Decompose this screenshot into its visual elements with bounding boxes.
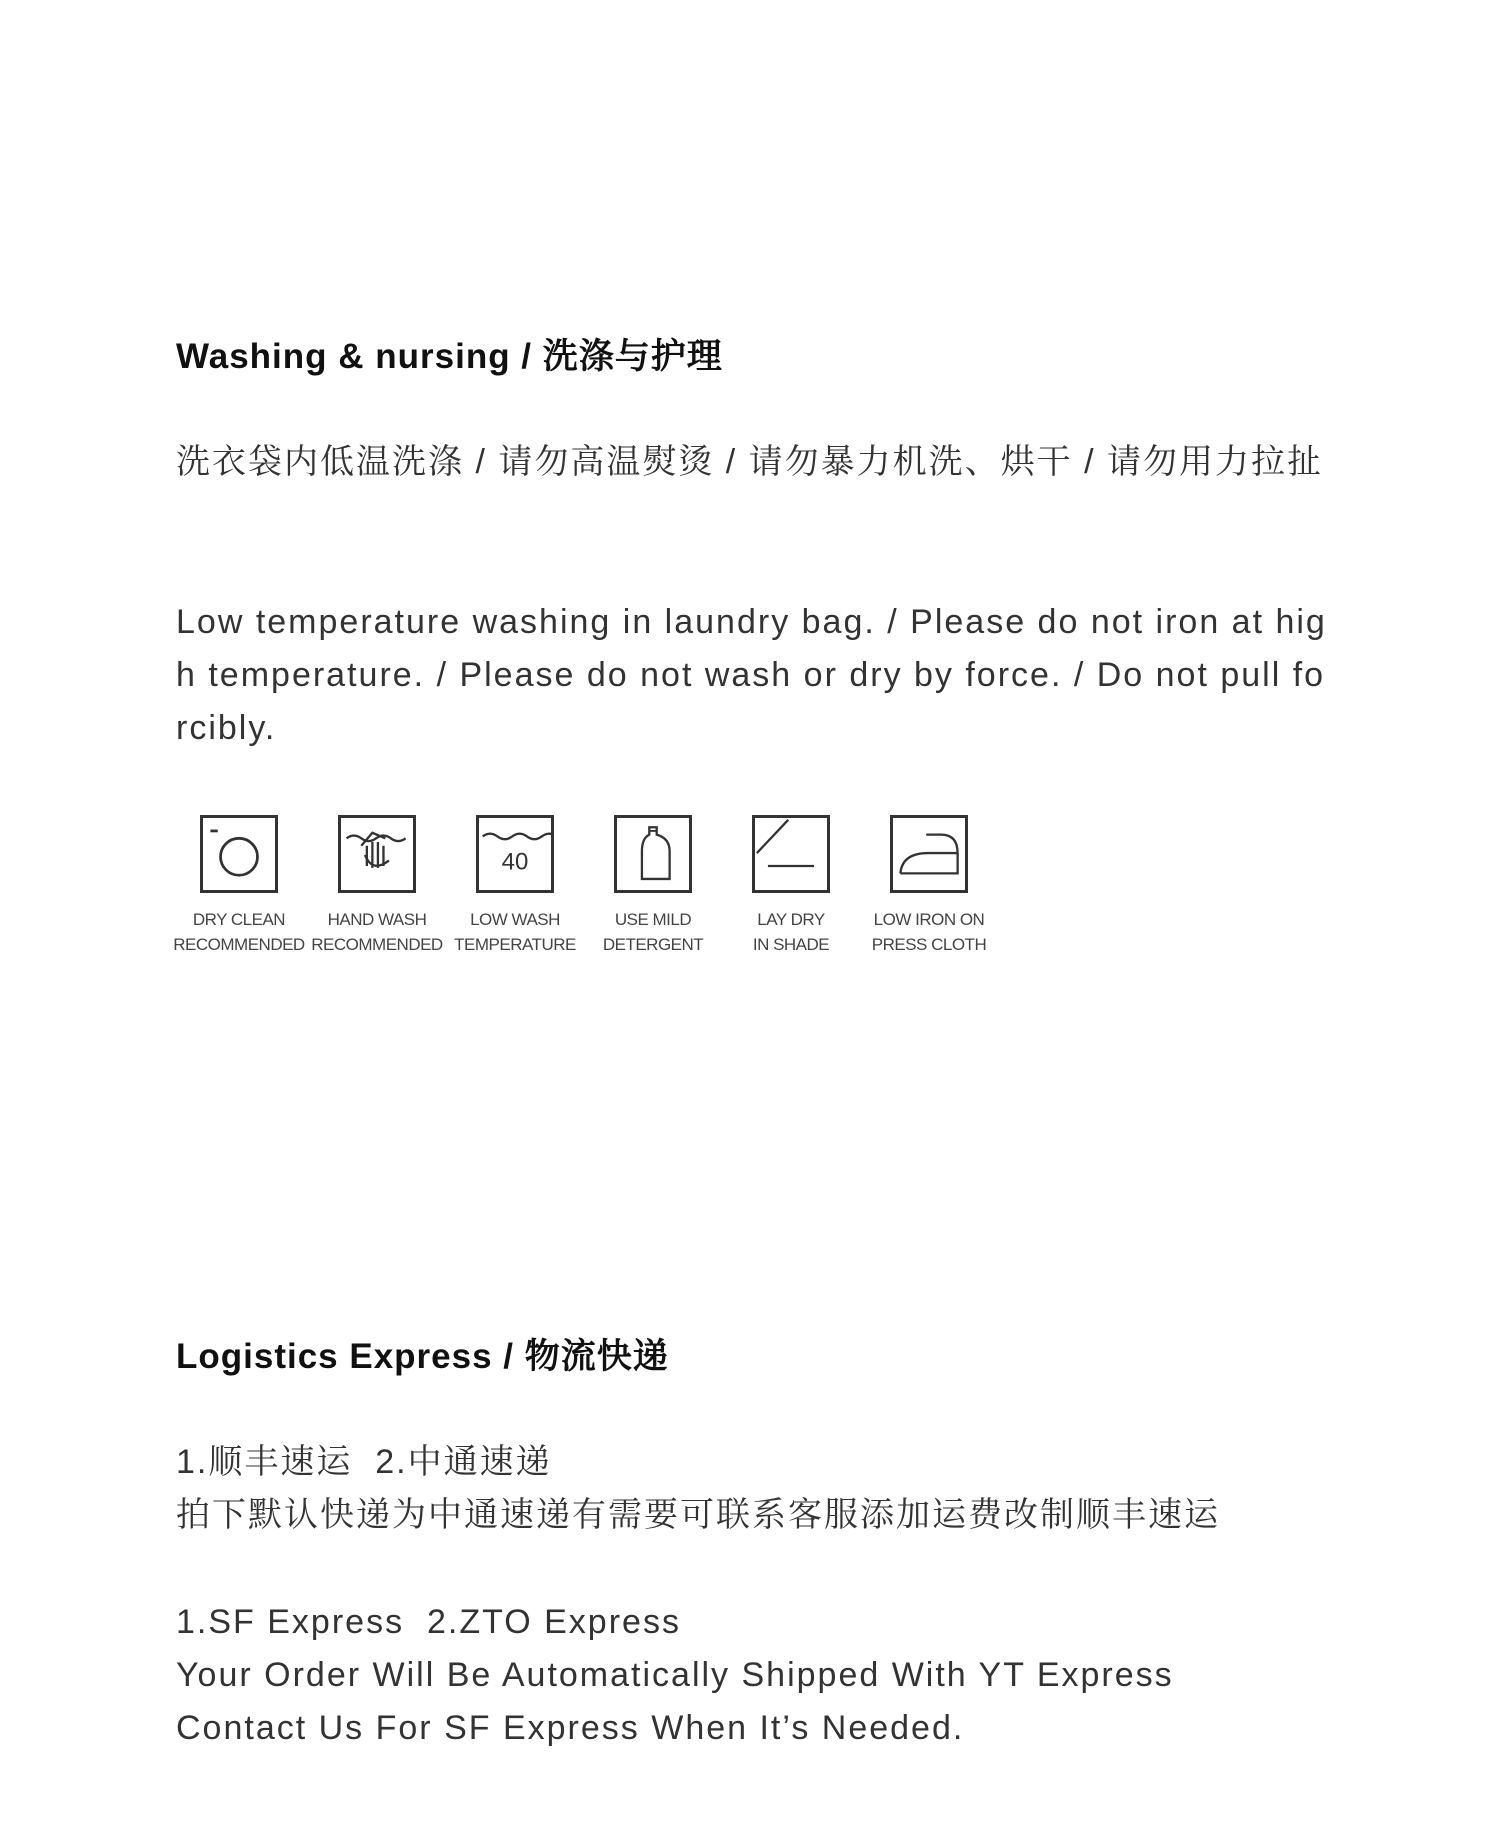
logistics-info-cn (176, 1436, 1336, 1542)
care-icon-item (584, 815, 722, 957)
dry-clean-icon (200, 815, 278, 893)
care-icon-item (308, 815, 446, 957)
care-icons-row (170, 815, 998, 957)
icon-caption: LAY DRY IN SHADE (752, 910, 830, 954)
care-heading: Washing & nursing / 洗涤与护理 (176, 337, 723, 376)
logistics-cn-line1: 1.顺丰速运 2.中通速递 (176, 1443, 552, 1481)
iron-icon (890, 815, 968, 893)
logistics-info-en (176, 1596, 1336, 1755)
care-icon-item (446, 815, 584, 957)
care-instructions-cn: 洗衣袋内低温洗涤 / 请勿高温熨烫 / 请勿暴力机洗、烘干 / 请勿用力拉扯 (176, 443, 1324, 481)
logistics-en-line2: Your Order Will Be Automatically Shipped With YT Express (176, 1656, 1174, 1694)
icon-caption: LOW WASH TEMPERATURE (454, 910, 576, 954)
icon-caption: HAND WASH RECOMMENDED (311, 910, 443, 954)
icon-caption: DRY CLEAN RECOMMENDED (173, 910, 305, 954)
lay-dry-shade-icon (752, 815, 830, 893)
care-instructions-en: Low temperature washing in laundry bag. / Please do not iron at high temperature. / Please do not wash or dry by force. / Do not pull forcibly. (176, 603, 1327, 747)
icon-caption: LOW IRON ON PRESS CLOTH (871, 910, 987, 954)
care-icon-item (722, 815, 860, 957)
care-icon-item (860, 815, 998, 957)
hand-wash-icon (338, 815, 416, 893)
logistics-cn-line2: 拍下默认快递为中通速递有需要可联系客服添加运费改制顺丰速运 (176, 1496, 1220, 1534)
detergent-bottle-icon (614, 815, 692, 893)
care-icon-item (170, 815, 308, 957)
logistics-heading: Logistics Express / 物流快递 (176, 1337, 669, 1376)
logistics-en-line3: Contact Us For SF Express When It’s Needed. (176, 1709, 965, 1747)
logistics-en-line1: 1.SF Express 2.ZTO Express (176, 1603, 681, 1641)
icon-caption: USE MILD DETERGENT (602, 910, 704, 954)
svg-text:40: 40 (501, 848, 529, 876)
low-wash-temperature-icon (476, 815, 554, 893)
